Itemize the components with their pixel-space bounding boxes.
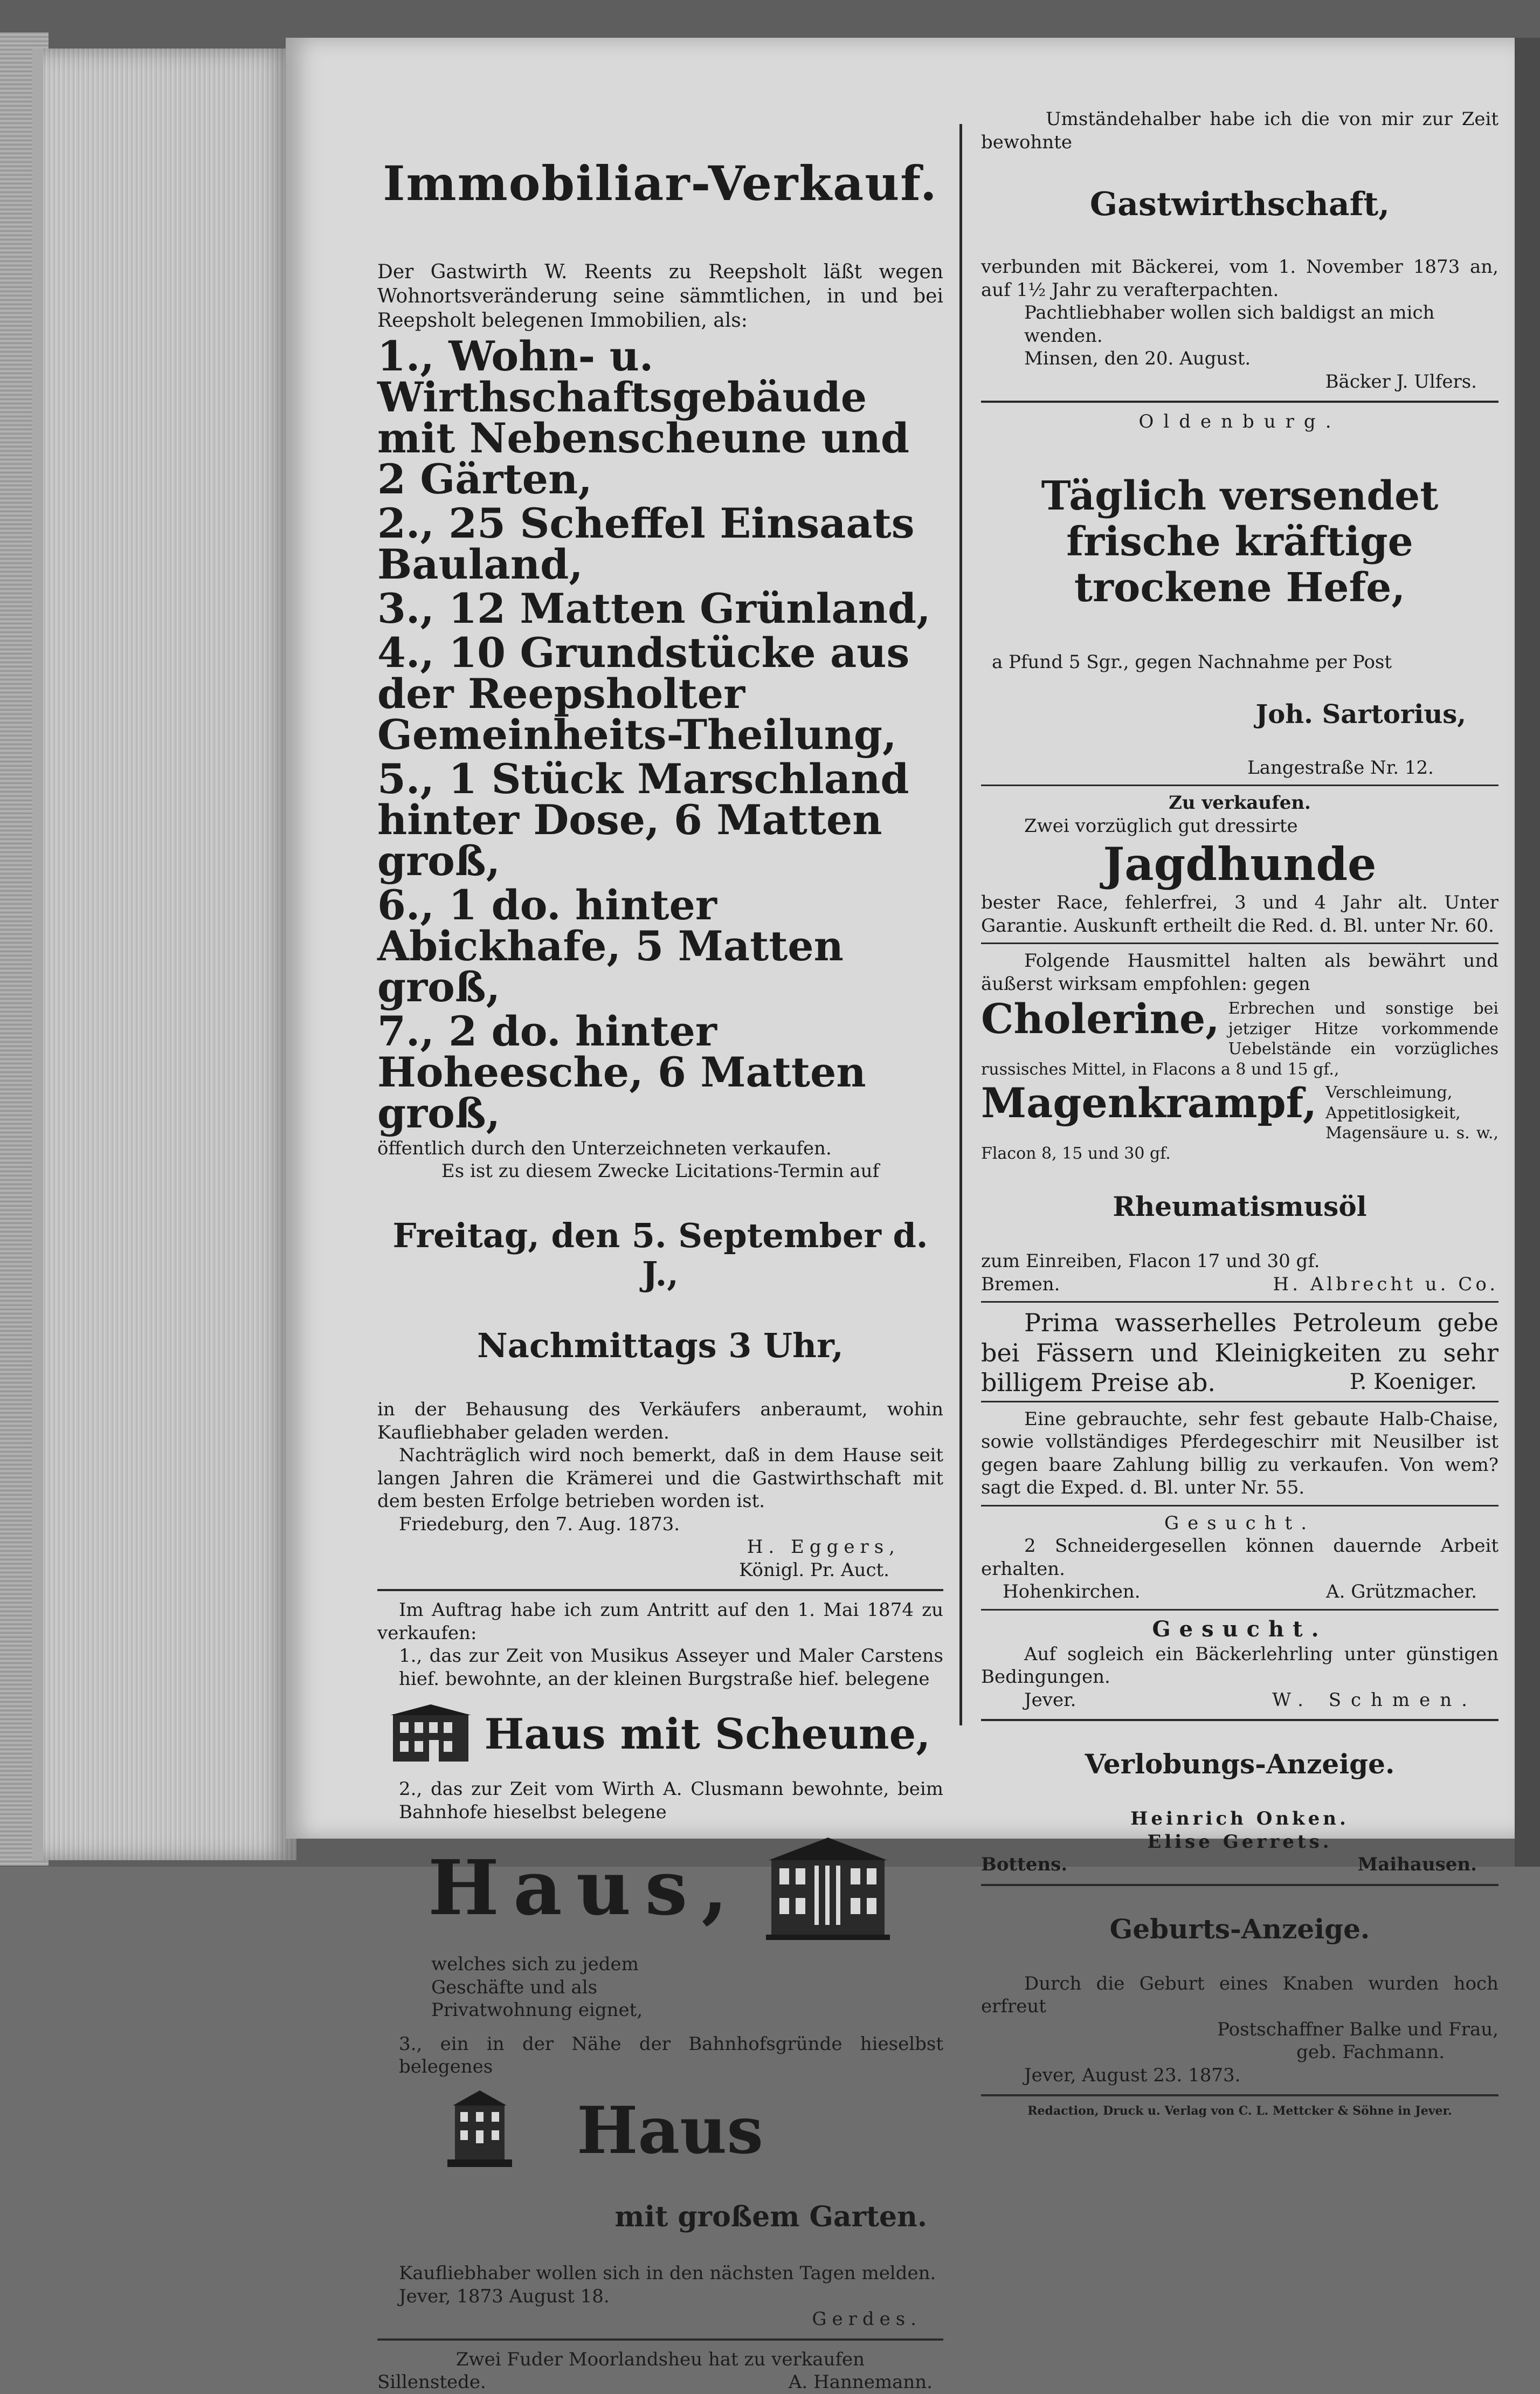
ad-verlobung <box>981 1748 1498 1876</box>
list-item: 7., 2 do. hinter Hoheesche, 6 Matten groß, <box>377 1007 866 1137</box>
place: Hohenkirchen. <box>1003 1581 1141 1603</box>
ad-intro: Umständehalber habe ich die von mir zur Zeit bewohnte <box>981 108 1498 153</box>
ad-gastwirthschaft <box>981 108 1498 393</box>
ad-text: Zwei Fuder Moorlandsheu hat zu verkaufen <box>455 2348 865 2370</box>
ad-intro: Im Auftrag habe ich zum Antritt auf den 1. Mai 1874 zu verkaufen: <box>377 1599 943 1644</box>
ad-separator <box>981 1884 1498 1886</box>
ad-separator <box>981 943 1498 944</box>
list-item: 3., 12 Matten Grünland, <box>377 584 931 632</box>
haus-heading <box>377 1833 943 1943</box>
remedy-text: Erbrechen und sonstige bei jetziger Hitze vorkommende Uebelstände ein vorzügliches russisches Mittel, in Flacons a 8 und 15 gf., <box>981 999 1498 1079</box>
signature-name: A. Hannemann. <box>788 2371 933 2393</box>
ad-title: Gastwirthschaft, <box>1089 185 1390 223</box>
ad-text: 2 Schneidergesellen können dauernde Arbeit erhalten. <box>981 1535 1498 1580</box>
place: Maihausen. <box>1357 1854 1477 1876</box>
left-column <box>377 108 943 2394</box>
ad-hefe <box>981 410 1498 779</box>
place: Bremen. <box>981 1273 1060 1295</box>
ad-text: Es ist zu diesem Zwecke Licitations-Termin auf <box>441 1160 880 1182</box>
ad-geburt <box>981 1913 1498 2087</box>
ad-text: Kaufliebhaber wollen sich in den nächsten Tagen melden. <box>399 2262 936 2285</box>
mansion-icon <box>763 1833 893 1943</box>
ad-gesucht-schneider <box>981 1512 1498 1604</box>
auction-date: Freitag, den 5. September d. J., <box>392 1215 928 1294</box>
ad-heading: Gesucht. <box>1152 1616 1328 1642</box>
ad-title: Täglich versendet frische kräftige trockene Hefe, <box>1041 472 1439 611</box>
property-list <box>377 332 943 1137</box>
ad-subtitle: mit großem Garten. <box>614 2200 927 2233</box>
ad-title: Haus, <box>427 1844 742 1933</box>
ad-text: öffentlich durch den Unterzeichneten verkaufen. <box>377 1137 832 1159</box>
ad-haus-verkauf <box>377 1599 943 2330</box>
ad-separator <box>981 1301 1498 1303</box>
signature-row <box>981 1689 1498 1712</box>
maiden-name: geb. Fachmann. <box>1296 2041 1445 2063</box>
ad-separator <box>981 1609 1498 1611</box>
ad-title: Geburts-Anzeige. <box>1109 1913 1370 1945</box>
ad-text: Auf sogleich ein Bäckerlehrling unter günstigen Bedingungen. <box>981 1643 1498 1688</box>
place: Bottens. <box>981 1854 1068 1876</box>
signature-name: W. Schmen. <box>1272 1689 1477 1711</box>
right-column <box>981 108 1498 2119</box>
place-date: Jever, 1873 August 18. <box>399 2285 610 2307</box>
ad-text: Prima wasserhelles Petroleum gebe bei Fässern und Kleinigkeiten zu sehr billigem Preise ab. <box>981 1308 1498 1397</box>
list-item: 2., das zur Zeit vom Wirth A. Clusmann bewohnte, beim Bahnhofe hieselbst belegene <box>399 1778 943 1823</box>
cholerine-entry <box>981 995 1498 1079</box>
house-icon <box>390 1703 471 1765</box>
ad-moorlandsheu <box>377 2348 943 2394</box>
ad-title: Haus mit Scheune, <box>484 1709 931 1759</box>
address: Langestraße Nr. 12. <box>1247 756 1434 779</box>
signature-name: H. Albrecht u. Co. <box>1273 1273 1498 1295</box>
list-item: 1., das zur Zeit von Musikus Asseyer und Maler Carstens hief. bewohnte, an der kleinen Burgstraße hief. belegene <box>399 1645 943 1690</box>
ad-text: welches sich zu jedem Geschäfte und als Privatwohnung eignet, <box>431 1953 643 2021</box>
list-item: 5., 1 Stück Marschland hinter Dose, 6 Matten groß, <box>377 754 909 885</box>
signature-row <box>981 1580 1498 1604</box>
ad-separator <box>981 1719 1498 1721</box>
ad-separator <box>981 401 1498 403</box>
signature-row <box>377 2371 943 2394</box>
ad-title: Verlobungs-Anzeige. <box>1085 1748 1395 1780</box>
signature-name: Gerdes. <box>812 2308 922 2330</box>
ad-separator <box>981 785 1498 786</box>
ad-separator <box>377 2338 943 2341</box>
list-item: 2., 25 Scheffel Einsaats Bauland, <box>377 499 915 588</box>
ad-jagdhunde <box>981 792 1498 937</box>
ad-text: Durch die Geburt eines Knaben wurden hoch erfreut <box>981 1972 1498 2018</box>
fiance-name: Heinrich Onken. <box>1130 1808 1349 1830</box>
ad-title: Haus <box>577 2093 763 2169</box>
place-date: Friedeburg, den 7. Aug. 1873. <box>399 1513 680 1535</box>
list-item: 1., Wohn- u. Wirthschaftsgebäude mit Nebenscheune und 2 Gärten, <box>377 332 910 503</box>
place-date: Jever, August 23. 1873. <box>1024 2064 1241 2086</box>
ad-intro: Der Gastwirth W. Reents zu Reepsholt läßt wegen Wohnortsveränderung seine sämmtlichen, in und bei Reepsholt belegenen Immobilien, als: <box>377 260 943 332</box>
ad-halb-chaise <box>981 1408 1498 1499</box>
parent-names: Postschaffner Balke und Frau, <box>1217 2018 1498 2040</box>
book-page-edges <box>32 49 296 1860</box>
ad-heading: Zu verkaufen. <box>1169 792 1311 814</box>
ad-title: Jagdhunde <box>1103 837 1377 891</box>
signature-name: H. Eggers, <box>747 1536 900 1558</box>
ad-hausmittel <box>981 950 1498 1296</box>
ad-gesucht-baecker <box>981 1616 1498 1712</box>
ad-separator <box>377 1589 943 1591</box>
ad-intro: Zwei vorzüglich gut dressirte <box>1024 815 1298 837</box>
ad-text: Nachträglich wird noch bemerkt, daß in dem Hause seit langen Jahren die Krämerei und die Gastwirthschaft mit dem besten Erfolge betrieben worden ist. <box>377 1444 943 1512</box>
signature-name: Joh. Sartorius, <box>1255 699 1466 730</box>
place-heading: Oldenburg. <box>1138 411 1341 432</box>
page-right-shadow <box>1515 38 1540 1867</box>
remedy-text: Verschleimung, Appetitlosigkeit, Magensäure u. s. w., Flacon 8, 15 und 30 gf. <box>981 1083 1498 1163</box>
ad-title: Immobiliar-Verkauf. <box>383 155 938 211</box>
ad-intro: Folgende Hausmittel halten als bewährt und äußerst wirksam empfohlen: gegen <box>981 950 1498 995</box>
column-divider <box>959 124 962 1725</box>
list-item: 3., ein in der Nähe der Bahnhofsgründe hieselbst belegenes <box>399 2033 943 2078</box>
ad-petroleum <box>981 1308 1498 1395</box>
remedy-title: Rheumatismusöl <box>1113 1191 1367 1223</box>
signature-title: Königl. Pr. Auct. <box>739 1559 889 1581</box>
places-row <box>981 1853 1498 1876</box>
ad-text: Pachtliebhaber wollen sich baldigst an mich wenden. <box>1024 302 1435 347</box>
remedy-title: Magenkrampf, <box>981 1079 1317 1127</box>
ad-immobiliar-verkauf <box>377 155 943 1581</box>
fiancee-name: Elise Gerrets. <box>1147 1831 1332 1853</box>
ad-heading: Gesucht. <box>1164 1512 1316 1534</box>
remedy-title: Cholerine, <box>981 995 1220 1043</box>
haus-mit-scheune-heading <box>377 1703 943 1765</box>
place-date: Minsen, den 20. August. <box>1024 348 1251 369</box>
ad-separator <box>981 1401 1498 1402</box>
ad-text: a Pfund 5 Sgr., gegen Nachnahme per Post <box>992 651 1392 673</box>
ad-text: bester Race, fehlerfrei, 3 und 4 Jahr alt. Unter Garantie. Auskunft ertheilt die Red. d. Bl. unter Nr. 60. <box>981 892 1498 937</box>
imprint: Redaction, Druck u. Verlag von C. L. Mettcker & Söhne in Jever. <box>1027 2104 1452 2118</box>
house-icon <box>447 2089 512 2172</box>
haus-mit-garten-heading <box>377 2089 943 2172</box>
magenkrampf-entry <box>981 1079 1498 1164</box>
ad-text: verbunden mit Bäckerei, vom 1. November 1873 an, auf 1½ Jahr zu verafterpachten. <box>981 256 1498 301</box>
remedy-text: zum Einreiben, Flacon 17 und 30 gf. <box>981 1250 1320 1272</box>
place: Jever. <box>1024 1689 1076 1711</box>
list-item: 4., 10 Grundstücke aus der Reepsholter Gemeinheits-Theilung, <box>377 628 910 759</box>
ad-separator <box>981 2094 1498 2096</box>
auction-time: Nachmittags 3 Uhr, <box>477 1326 844 1366</box>
signature-name: A. Grützmacher. <box>1326 1581 1477 1603</box>
ad-separator <box>981 1505 1498 1506</box>
ad-text: in der Behausung des Verkäufers anberaumt, wohin Kaufliebhaber geladen werden. <box>377 1399 943 1443</box>
signature-name: Bäcker J. Ulfers. <box>1325 370 1477 393</box>
ad-text: Eine gebrauchte, sehr fest gebaute Halb-Chaise, sowie vollständiges Pferdegeschirr mit Neusilber ist gegen baare Zahlung billig zu verkaufen. Von wem? sagt die Exped. d. Bl. unter Nr. 55. <box>981 1408 1498 1499</box>
signature-name: P. Koeniger. <box>1349 1369 1477 1394</box>
list-item: 6., 1 do. hinter Abickhafe, 5 Matten groß, <box>377 880 844 1011</box>
signature-row <box>981 1273 1498 1296</box>
place: Sillenstede. <box>377 2371 486 2393</box>
